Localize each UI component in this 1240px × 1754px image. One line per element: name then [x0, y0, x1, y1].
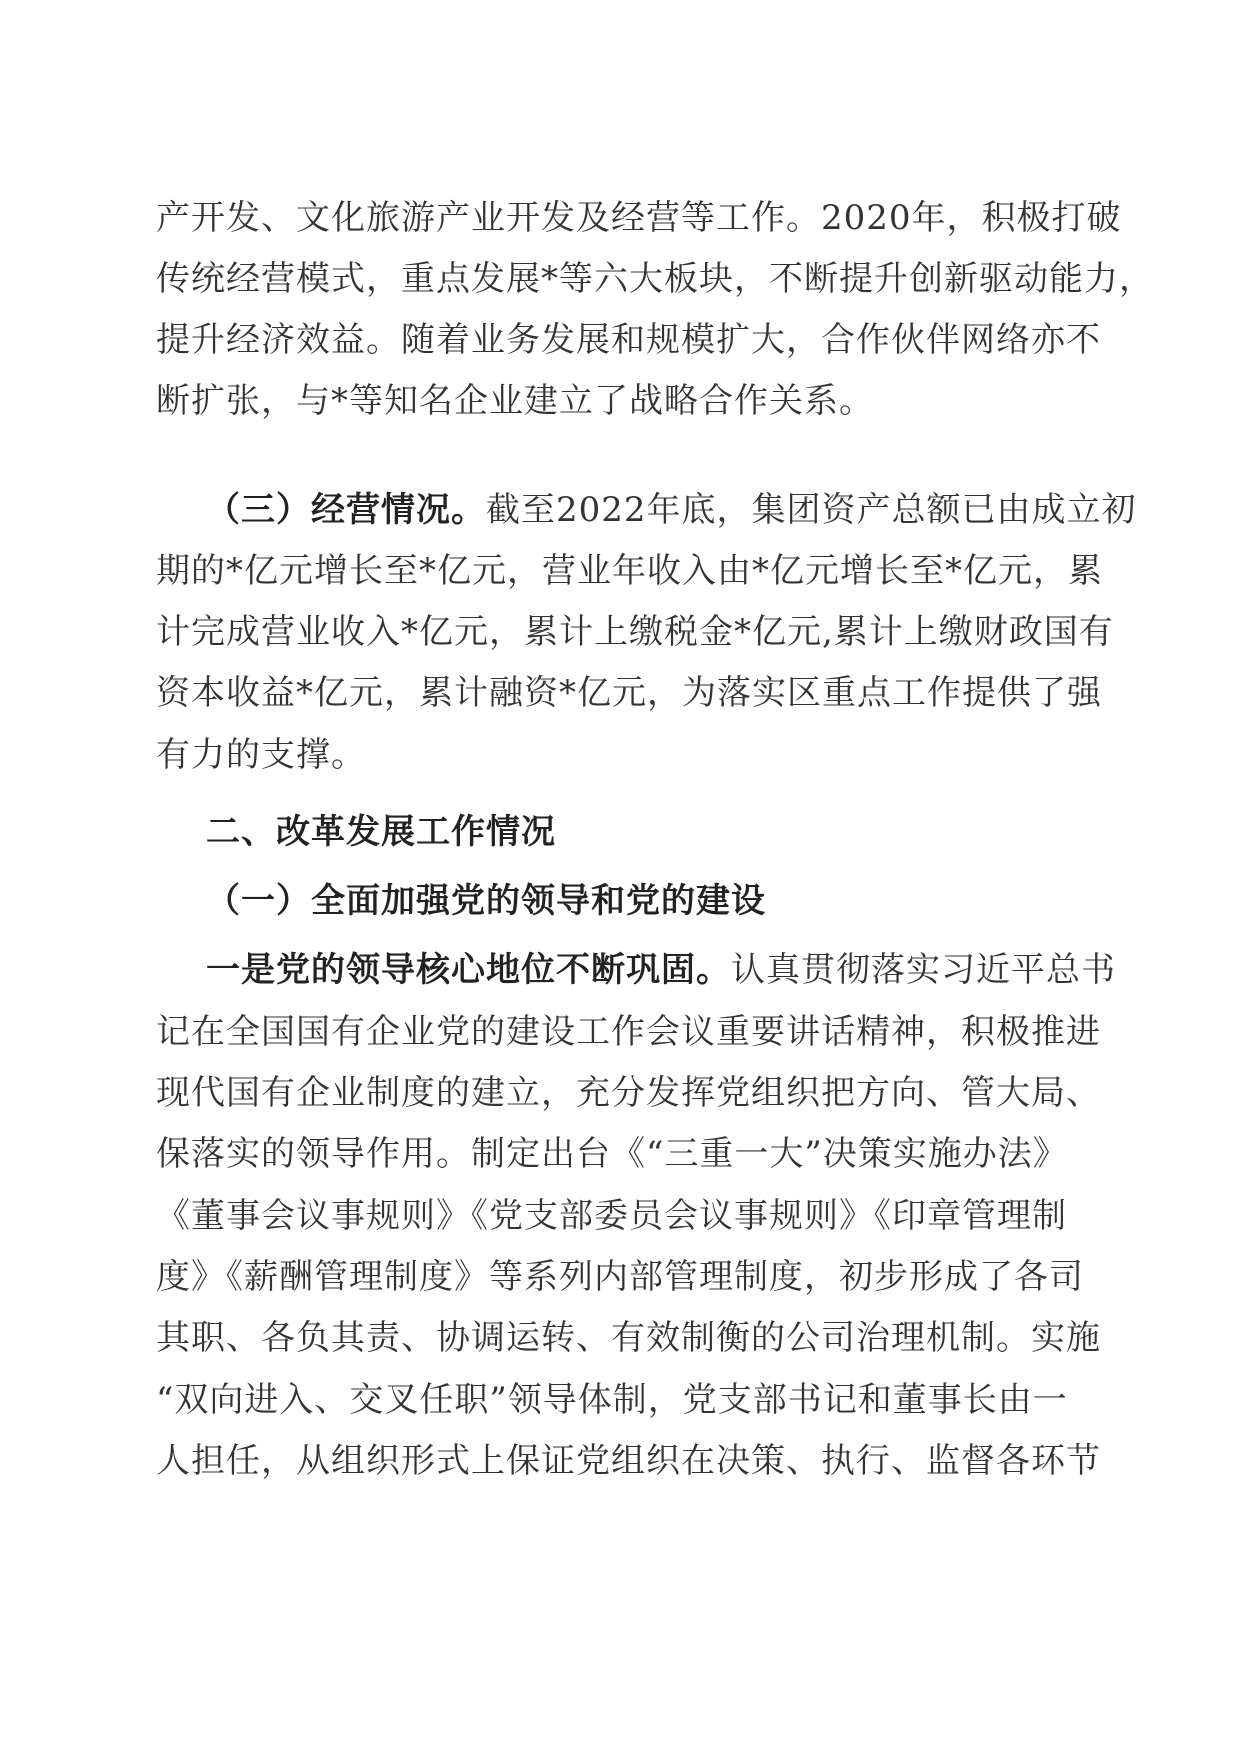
body-line: 提升经济效益。随着业务发展和规模扩大，合作伙伴网络亦不	[156, 320, 1101, 360]
subsection-heading: （一）全面加强党的领导和党的建设	[206, 881, 766, 921]
body-line: 保落实的领导作用。制定出台《“三重一大”决策实施办法》	[156, 1134, 1068, 1174]
body-line: 度》《薪酬管理制度》等系列内部管理制度，初步形成了各司	[156, 1257, 1084, 1297]
body-line: 《董事会议事规则》《党支部委员会议事规则》《印章管理制	[156, 1196, 1067, 1236]
body-line: “双向进入、交叉任职”领导体制，党支部书记和董事长由一	[156, 1380, 1068, 1420]
body-line: 产开发、文化旅游产业开发及经营等工作。2020年，积极打破	[156, 198, 1122, 238]
section-heading-operations: （三）经营情况。	[206, 490, 486, 530]
chapter-heading: 二、改革发展工作情况	[206, 812, 556, 852]
body-line: 断扩张，与*等知名企业建立了战略合作关系。	[156, 381, 874, 421]
body-line: 人担任，从组织形式上保证党组织在决策、执行、监督各环节	[156, 1441, 1101, 1481]
body-line: 期的*亿元增长至*亿元，营业年收入由*亿元增长至*亿元，累	[156, 551, 1103, 591]
body-line: 传统经营模式，重点发展*等六大板块，不断提升创新驱动能力，	[156, 259, 1154, 299]
body-line: 计完成营业收入*亿元，累计上缴税金*亿元,累计上缴财政国有	[156, 612, 1114, 652]
section-operations-line: （三）经营情况。截至2022年底，集团资产总额已由成立初	[206, 490, 1137, 530]
body-line: 有力的支撑。	[156, 735, 366, 775]
body-line: 记在全国国有企业党的建设工作会议重要讲话精神，积极推进	[156, 1012, 1101, 1052]
body-line: 现代国有企业制度的建立，充分发挥党组织把方向、管大局、	[156, 1073, 1101, 1113]
point-one-heading: 一是党的领导核心地位不断巩固。	[206, 950, 731, 990]
body-line: 其职、各负其责、协调运转、有效制衡的公司治理机制。实施	[156, 1318, 1101, 1358]
body-line: 资本收益*亿元，累计融资*亿元，为落实区重点工作提供了强	[156, 673, 1102, 713]
point-one-line: 一是党的领导核心地位不断巩固。认真贯彻落实习近平总书	[206, 950, 1116, 990]
